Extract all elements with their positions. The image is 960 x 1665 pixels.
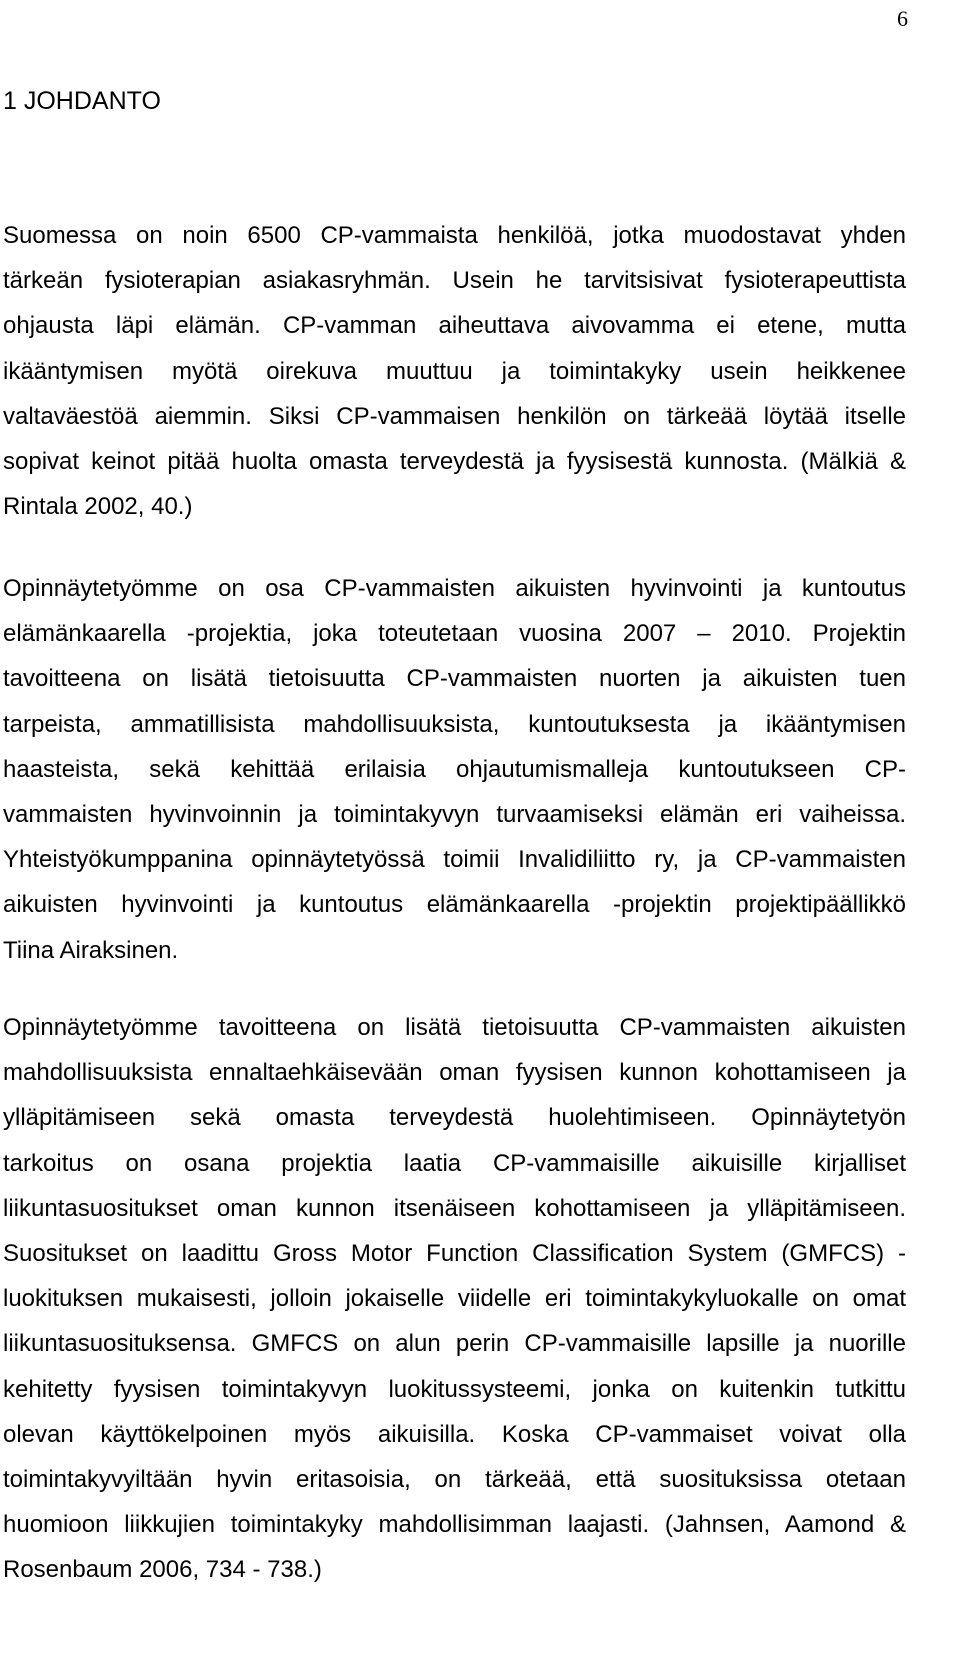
text-line: kehitetty fyysisen toimintakyvyn luokitussysteemi, jonka on kuitenkin tutkittu [3,1375,906,1403]
text-line: olevan käyttökelpoinen myös aikuisilla. Koska CP-vammaiset voivat olla [3,1420,906,1448]
chapter-heading: 1 JOHDANTO [3,87,161,115]
text-line: aikuisten hyvinvointi ja kuntoutus elämänkaarella -projektin projektipäällikkö [3,891,906,919]
text-line: Rosenbaum 2006, 734 - 738.) [3,1556,322,1584]
text-line: ylläpitämiseen sekä omasta terveydestä huolehtimiseen. Opinnäytetyön [3,1104,906,1132]
text-line: Yhteistyökumppanina opinnäytetyössä toimii Invalidiliitto ry, ja CP-vammaisten [3,846,906,874]
text-line: huomioon liikkujien toimintakyky mahdollisimman laajasti. (Jahnsen, Aamond & [3,1511,906,1539]
paragraph-intro [3,213,906,529]
text-line: Suositukset on laadittu Gross Motor Function Classification System (GMFCS) - [3,1240,906,1268]
page-number: 6 [897,6,908,31]
text-line: elämänkaarella -projektia, joka toteutetaan vuosina 2007 – 2010. Projektin [3,620,906,648]
text-line: haasteista, sekä kehittää erilaisia ohjautumismalleja kuntoutukseen CP- [3,755,906,783]
paragraph-goals [3,1005,906,1593]
text-line: sopivat keinot pitää huolta omasta terveydestä ja fyysisestä kunnosta. (Mälkiä & [3,448,906,476]
text-line: tärkeän fysioterapian asiakasryhmän. Usein he tarvitsisivat fysioterapeuttista [3,267,906,295]
text-line: tavoitteena on lisätä tietoisuutta CP-vammaisten nuorten ja aikuisten tuen [3,665,906,693]
text-line: Tiina Airaksinen. [3,936,179,964]
text-line: valtaväestöä aiemmin. Siksi CP-vammaisen henkilön on tärkeää löytää itselle [3,402,906,430]
text-line: Opinnäytetyömme tavoitteena on lisätä tietoisuutta CP-vammaisten aikuisten [3,1014,906,1041]
text-line: liikuntasuosituksensa. GMFCS on alun perin CP-vammaisille lapsille ja nuorille [3,1330,906,1358]
text-line: Rintala 2002, 40.) [3,493,193,521]
text-line: vammaisten hyvinvoinnin ja toimintakyvyn turvaamiseksi elämän eri vaiheissa. [3,801,906,829]
text-line: tarkoitus on osana projektia laatia CP-vammaisille aikuisille kirjalliset [3,1149,906,1177]
text-line: toimintakyvyiltään hyvin eritasoisia, on tärkeää, että suosituksissa otetaan [3,1466,906,1494]
text-line: ikääntymisen myötä oirekuva muuttuu ja toimintakyky usein heikkenee [3,357,906,385]
text-line: Opinnäytetyömme on osa CP-vammaisten aikuisten hyvinvointi ja kuntoutus [3,575,906,602]
text-line: ohjausta läpi elämän. CP-vamman aiheuttava aivovamma ei etene, mutta [3,312,906,340]
text-line: tarpeista, ammatillisista mahdollisuuksista, kuntoutuksesta ja ikääntymisen [3,710,906,738]
paragraph-project [3,566,906,973]
text-line: luokituksen mukaisesti, jolloin jokaiselle viidelle eri toimintakykyluokalle on omat [3,1285,906,1313]
text-line: mahdollisuuksista ennaltaehkäisevään oman fyysisen kunnon kohottamiseen ja [3,1059,906,1087]
text-line: liikuntasuositukset oman kunnon itsenäiseen kohottamiseen ja ylläpitämiseen. [3,1194,906,1222]
text-line: Suomessa on noin 6500 CP-vammaista henkilöä, jotka muodostavat yhden [3,222,906,249]
